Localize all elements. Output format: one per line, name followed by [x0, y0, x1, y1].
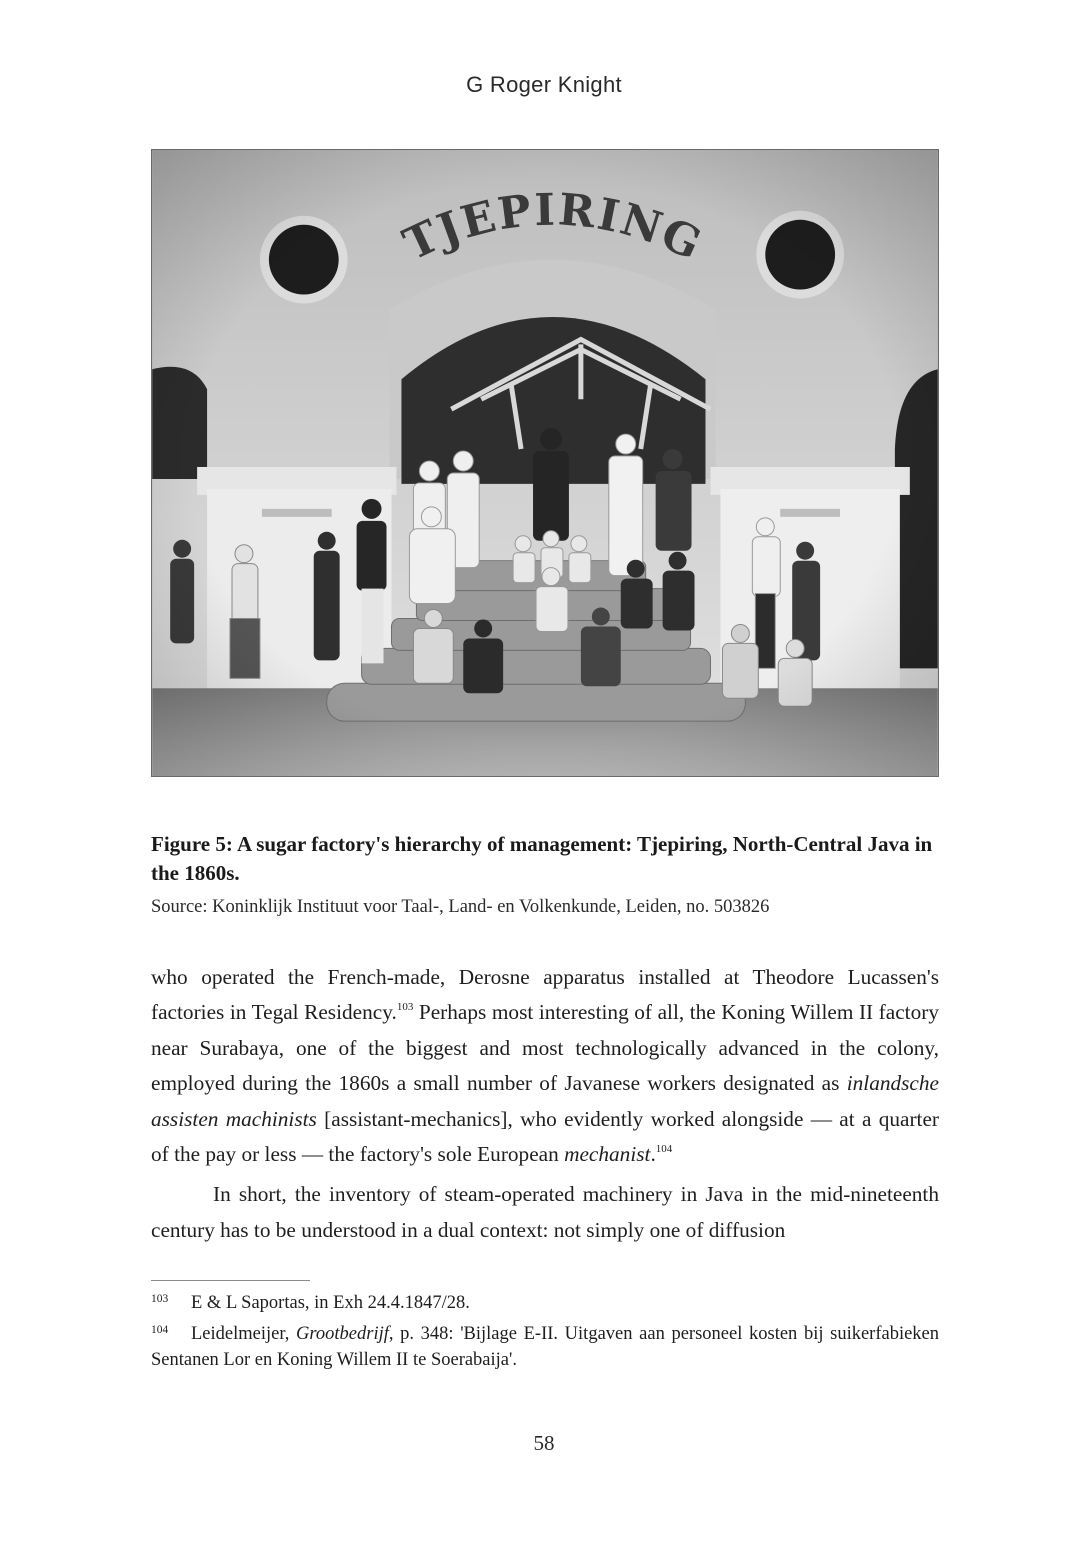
footnote-divider	[151, 1280, 310, 1281]
paragraph-1-italic-mechanist: mechanist	[564, 1142, 651, 1167]
figure-caption-source: Source: Koninklijk Instituut voor Taal-, Land- en Volkenkunde, Leiden, no. 503826	[151, 897, 770, 917]
body-text	[151, 960, 939, 1248]
footnote-103: 103 E & L Saportas, in Exh 24.4.1847/28.	[151, 1293, 470, 1313]
footnote-ref-103[interactable]: 103	[396, 1001, 414, 1014]
paragraph-1-text-b: Perhaps most interesting of all, the Koning Willem II factory near Surabaya, one of the biggest and most technologically advanced in the colony, employed during the 1860s a small number of Javanese workers designated as	[151, 1000, 939, 1096]
footnote-104: 104 Leidelmeijer, Grootbedrijf, p. 348: 'Bijlage E-II. Uitgaven aan personeel kosten bij suikerfabieken Sentanen Lor en Koning Willem II te Soerabaija'.	[151, 1324, 940, 1370]
paragraph-1-text-a: who operated the French-made, Derosne apparatus installed at Theodore Lucassen's factories in Tegal Residency.	[151, 965, 939, 1025]
footnote-text: E & L Saportas, in Exh 24.4.1847/28.	[191, 1293, 470, 1313]
figure-photo	[151, 149, 939, 777]
paragraph-1-text-c: [assistant-mechanics], who evidently worked alongside — at a quarter of the pay or less — the factory's sole European	[151, 1106, 939, 1167]
paragraph-2: In short, the inventory of steam-operated machinery in Java in the mid-nineteenth century has to be understood in a dual context: not simply one of diffusion	[151, 1182, 939, 1242]
paragraph-1	[151, 960, 939, 1172]
paragraph-1-italic-term: inlandsche assisten machinists	[151, 1071, 939, 1131]
footnote-italic-title: Grootbedrijf	[296, 1324, 389, 1344]
page-number: 58	[533, 1431, 555, 1455]
footnote-text-b: , p. 348: 'Bijlage E-II. Uitgaven aan personeel kosten bij suikerfabieken Sentanen Lor en Koning Willem II te Soerabaija'.	[151, 1324, 940, 1370]
footnote-text-a: Leidelmeijer,	[191, 1324, 297, 1344]
figure-caption-title: Figure 5: A sugar factory's hierarchy of management: Tjepiring, North-Central Java in the 1860s.	[151, 832, 933, 885]
footnotes	[151, 1290, 939, 1378]
photo-illustration	[152, 150, 938, 776]
paragraph-1-text-d: .	[650, 1142, 656, 1167]
footnote-ref-104[interactable]: 104	[655, 1143, 673, 1156]
running-head: G Roger Knight	[466, 72, 622, 97]
